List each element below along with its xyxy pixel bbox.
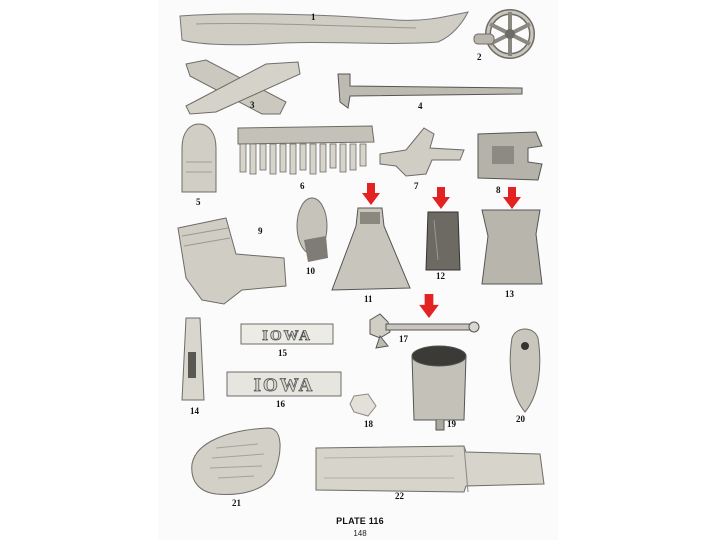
artifact-label-17: 17 [399,334,408,344]
artifact-7-fragment [376,120,468,180]
artifact-label-12: 12 [436,271,445,281]
artifact-label-19: 19 [447,419,456,429]
artifact-label-4: 4 [418,101,423,111]
artifact-label-16: 16 [276,399,285,409]
artifact-6-comb [236,124,376,176]
artifact-label-6: 6 [300,181,305,191]
artifact-12-chisel [424,210,462,272]
artifact-22-cylinder [314,440,546,498]
artifact-label-8: 8 [496,185,501,195]
artifact-label-1: 1 [311,12,316,22]
plate-16-text: IOWA [253,375,315,396]
artifact-16-iowa-plate [226,370,342,398]
artifact-4-spike [336,72,524,112]
artifact-label-7: 7 [414,181,419,191]
artifact-2-wheel [472,4,544,62]
artifact-label-21: 21 [232,498,241,508]
artifact-5-bullet [178,122,220,196]
artifact-label-18: 18 [364,419,373,429]
artifact-15-iowa-plate [240,322,334,346]
artifact-label-15: 15 [278,348,287,358]
arrow-icon-11 [362,183,380,205]
artifact-label-14: 14 [190,406,199,416]
artifact-label-11: 11 [364,294,373,304]
artifact-label-2: 2 [477,52,482,62]
arrow-icon-12 [432,187,450,209]
artifact-14-block [178,316,208,402]
artifact-label-22: 22 [395,491,404,501]
arrow-icon-17 [418,294,440,318]
artifact-20-weight [504,324,546,414]
artifact-9-pipe [172,214,290,306]
artifact-21-stone [188,424,286,498]
plate-title: PLATE 116 [336,516,384,526]
artifact-13-blade [478,206,546,286]
plate-15-text: IOWA [262,328,312,344]
artifact-3-cross [176,56,306,118]
page-number: 148 [353,529,367,538]
artifact-label-20: 20 [516,414,525,424]
artifact-label-9: 9 [258,226,263,236]
artifact-18-piece [348,392,378,418]
arrow-icon-13 [503,187,521,209]
artifact-10-figure [294,196,334,266]
artifact-label-5: 5 [196,197,201,207]
artifact-label-10: 10 [306,266,315,276]
artifact-label-3: 3 [250,100,255,110]
artifact-11-axe-head [330,204,412,292]
artifact-8-buckle [476,128,546,184]
artifact-19-cup [408,342,470,432]
artifact-1-bar [176,10,472,48]
artifact-label-13: 13 [505,289,514,299]
